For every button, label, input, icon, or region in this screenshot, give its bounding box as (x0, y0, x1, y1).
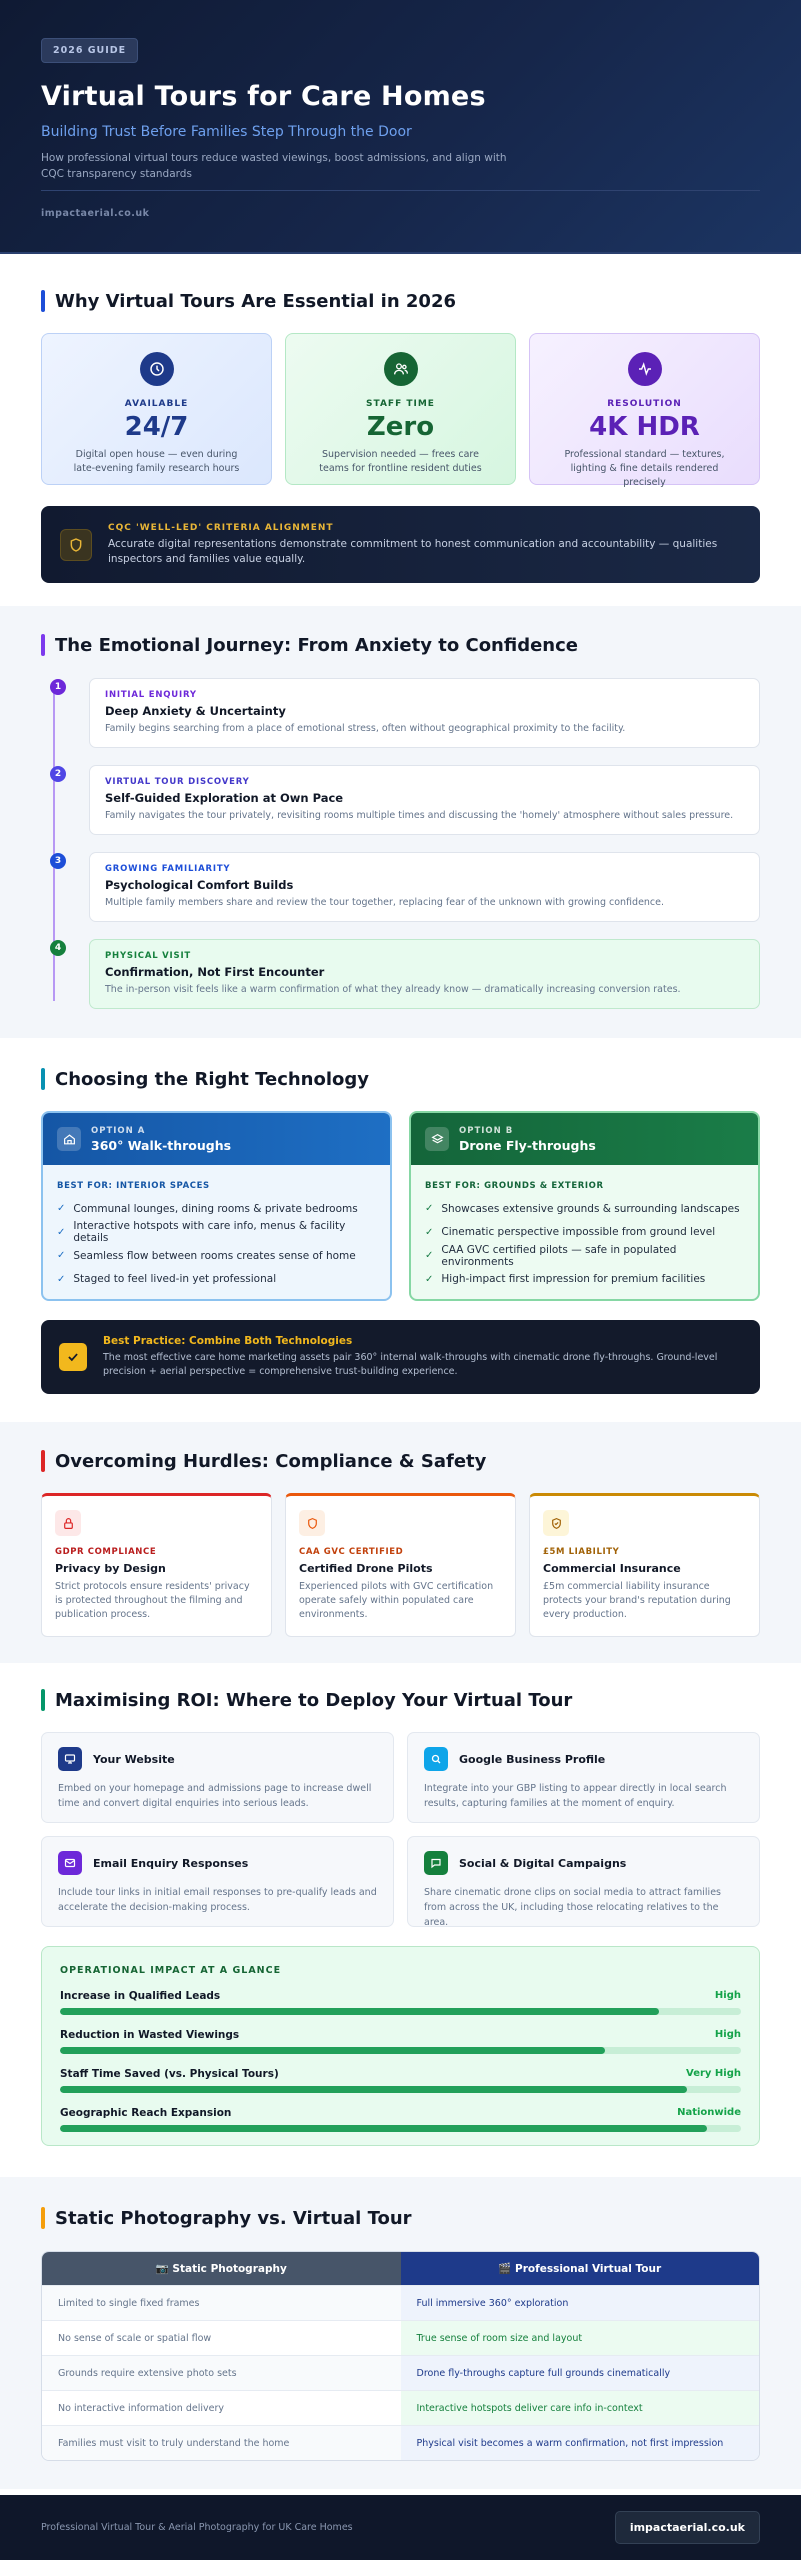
heading-accent (41, 2207, 45, 2229)
deployment-grid (41, 1732, 760, 1927)
virtual-cell: Drone fly-throughs capture full grounds cinematically (401, 2356, 760, 2390)
impact-bar-track (60, 2008, 741, 2015)
feature-list (57, 1197, 376, 1291)
users-icon (384, 352, 418, 386)
check-icon: ✓ (57, 1250, 66, 1262)
impact-row-header (60, 1990, 741, 2002)
hurdle-kicker: GDPR COMPLIANCE (55, 1547, 157, 1557)
step-kicker: GROWING FAMILIARITY (105, 864, 231, 874)
hurdle-card-insurance (529, 1493, 760, 1637)
technology-section (0, 1038, 801, 1422)
table-row (42, 2320, 759, 2355)
stat-description: Digital open house — even during late-evening family research hours (73, 449, 240, 474)
hurdle-title: Privacy by Design (55, 1562, 166, 1575)
impact-value: Very High (686, 2068, 741, 2079)
list-item (57, 1244, 376, 1268)
shield-check-icon (543, 1510, 569, 1536)
impact-row-header (60, 2029, 741, 2041)
stat-value: Zero (366, 412, 435, 442)
table-row (42, 2355, 759, 2390)
impact-bar-fill (60, 2086, 687, 2093)
table-body (42, 2285, 759, 2460)
hurdle-title: Certified Drone Pilots (299, 1562, 433, 1575)
stat-label: RESOLUTION (607, 399, 682, 409)
technology-options (41, 1111, 760, 1301)
lock-icon (55, 1510, 81, 1536)
journey-timeline (41, 678, 760, 1009)
best-practice-title: Best Practice: Combine Both Technologies (103, 1335, 353, 1347)
section-heading-text: Choosing the Right Technology (55, 1068, 370, 1090)
hurdles-section (0, 1422, 801, 1663)
list-item (425, 1268, 744, 1292)
list-item (57, 1197, 376, 1221)
guide-badge: 2026 GUIDE (41, 38, 138, 63)
heading-accent (41, 1068, 45, 1090)
check-icon: ✓ (425, 1273, 434, 1285)
list-item (425, 1221, 744, 1245)
step-kicker: PHYSICAL VISIT (105, 951, 191, 961)
table-row (42, 2390, 759, 2425)
chat-icon (424, 1851, 448, 1875)
option-best-for: BEST FOR: INTERIOR SPACES (57, 1181, 210, 1191)
list-item (425, 1244, 744, 1268)
column-header-virtual: 🎬 Professional Virtual Tour (401, 2252, 760, 2285)
list-item-text: Seamless flow between rooms creates sense of home (73, 1249, 356, 1262)
deploy-card-google (407, 1732, 760, 1823)
impact-title: OPERATIONAL IMPACT AT A GLANCE (60, 1965, 282, 1976)
best-practice-description: The most effective care home marketing assets pair 360° internal walk-throughs with cinematic drone fly-throughs. Ground-level precision + aerial perspective = comprehensive trust-building experience. (103, 1352, 718, 1377)
hurdle-card-gdpr (41, 1493, 272, 1637)
impact-label: Geographic Reach Expansion (60, 2107, 232, 2119)
stat-card-staff-time (285, 333, 516, 485)
section-heading-text: Why Virtual Tours Are Essential in 2026 (55, 290, 456, 312)
section-heading (41, 1068, 760, 1090)
option-card-walkthrough (41, 1111, 392, 1301)
hurdle-description: £5m commercial liability insurance protects your brand's reputation during every production. (543, 1581, 731, 1620)
journey-step (54, 678, 760, 748)
hurdle-cards (41, 1493, 760, 1637)
footer (0, 2495, 801, 2560)
roi-section (0, 1663, 801, 2177)
static-cell: No sense of scale or spatial flow (42, 2321, 401, 2355)
list-item-text: Staged to feel lived-in yet professional (73, 1273, 277, 1286)
step-number: 4 (50, 940, 66, 956)
impact-label: Staff Time Saved (vs. Physical Tours) (60, 2068, 279, 2080)
impact-bar-track (60, 2086, 741, 2093)
impact-bar-fill (60, 2125, 707, 2132)
deploy-card-social (407, 1836, 760, 1927)
step-description: Family begins searching from a place of emotional stress, often without geographical proximity to the facility. (105, 723, 626, 734)
journey-step (54, 939, 760, 1009)
impact-row (60, 2068, 741, 2093)
static-cell: Limited to single fixed frames (42, 2286, 401, 2320)
list-item-text: High-impact first impression for premium facilities (441, 1273, 706, 1286)
step-kicker: INITIAL ENQUIRY (105, 690, 197, 700)
stat-label: AVAILABLE (124, 399, 189, 409)
deploy-title: Social & Digital Campaigns (459, 1856, 627, 1870)
option-card-drone (409, 1111, 760, 1301)
impact-label: Reduction in Wasted Viewings (60, 2029, 240, 2041)
step-description: The in-person visit feels like a warm confirmation of what they already know — dramatically increasing conversion rates. (105, 984, 681, 995)
best-practice-callout (41, 1320, 760, 1394)
journey-step (54, 765, 760, 835)
shield-icon (299, 1510, 325, 1536)
step-number: 3 (50, 853, 66, 869)
footer-caption: Professional Virtual Tour & Aerial Photography for UK Care Homes (41, 2522, 353, 2533)
option-header (43, 1113, 390, 1165)
stat-description: Supervision needed — frees care teams for frontline resident duties (319, 449, 482, 474)
list-item-text: Interactive hotspots with care info, menus & facility details (73, 1220, 346, 1245)
section-heading-text: Static Photography vs. Virtual Tour (55, 2207, 412, 2229)
cqc-callout (41, 506, 760, 583)
hero-divider (41, 190, 760, 191)
virtual-cell: Interactive hotspots deliver care info in-context (401, 2391, 760, 2425)
stat-label: STAFF TIME (366, 399, 435, 409)
impact-value: Nationwide (677, 2107, 741, 2118)
impact-row-header (60, 2107, 741, 2119)
deploy-description: Include tour links in initial email responses to pre-qualify leads and accelerate the decision-making process. (58, 1887, 377, 1913)
hurdle-card-caa (285, 1493, 516, 1637)
pulse-icon (628, 352, 662, 386)
hero-site-link[interactable]: impactaerial.co.uk (41, 208, 150, 219)
heading-accent (41, 1450, 45, 1472)
hurdle-title: Commercial Insurance (543, 1562, 681, 1575)
section-heading (41, 634, 760, 656)
static-cell: Families must visit to truly understand the home (42, 2426, 401, 2460)
hero-banner (0, 0, 801, 254)
section-heading (41, 290, 760, 312)
virtual-cell: Full immersive 360° exploration (401, 2286, 760, 2320)
list-item-text: Cinematic perspective impossible from ground level (441, 1226, 716, 1239)
option-body (411, 1165, 758, 1291)
deploy-title: Google Business Profile (459, 1752, 606, 1766)
virtual-cell: Physical visit becomes a warm confirmation, not first impression (401, 2426, 760, 2460)
comparison-section (0, 2177, 801, 2489)
mail-icon (58, 1851, 82, 1875)
check-icon: ✓ (57, 1226, 66, 1238)
list-item-text: Communal lounges, dining rooms & private bedrooms (73, 1202, 358, 1215)
list-item (57, 1268, 376, 1292)
stats-row (41, 333, 760, 488)
step-number: 2 (50, 766, 66, 782)
impact-bar-fill (60, 2008, 659, 2015)
impact-value: High (714, 1990, 741, 2001)
section-heading-text: Maximising ROI: Where to Deploy Your Virtual Tour (55, 1689, 573, 1711)
monitor-icon (58, 1747, 82, 1771)
feature-list (425, 1197, 744, 1291)
impact-row (60, 2029, 741, 2054)
list-item-text: CAA GVC certified pilots — safe in populated environments (441, 1243, 677, 1268)
footer-site-button[interactable]: impactaerial.co.uk (615, 2511, 760, 2544)
option-label: OPTION B (459, 1125, 514, 1136)
search-icon (424, 1747, 448, 1771)
hurdle-kicker: £5M LIABILITY (543, 1547, 620, 1557)
stat-value: 24/7 (124, 412, 189, 442)
check-icon (59, 1343, 87, 1371)
stat-description: Professional standard — textures, lighting & fine details rendered precisely (564, 449, 725, 488)
table-header (42, 2252, 759, 2285)
home-icon (57, 1127, 81, 1151)
step-description: Family navigates the tour privately, revisiting rooms multiple times and discussing the 'homely' atmosphere without sales pressure. (105, 810, 734, 821)
page-title: Virtual Tours for Care Homes (41, 81, 486, 112)
table-row (42, 2285, 759, 2320)
impact-rows (60, 1990, 741, 2132)
step-description: Multiple family members share and review the tour together, replacing fear of the unknown with growing confidence. (105, 897, 665, 908)
list-item (425, 1197, 744, 1221)
virtual-cell: True sense of room size and layout (401, 2321, 760, 2355)
heading-accent (41, 290, 45, 312)
table-row (42, 2425, 759, 2460)
deploy-description: Share cinematic drone clips on social media to attract families from across the UK, including those relocating relatives to the area. (424, 1887, 721, 1928)
impact-label: Increase in Qualified Leads (60, 1990, 221, 2002)
shield-icon (60, 529, 92, 561)
deploy-card-email (41, 1836, 394, 1927)
stat-card-resolution (529, 333, 760, 488)
static-cell: Grounds require extensive photo sets (42, 2356, 401, 2390)
step-title: Self-Guided Exploration at Own Pace (105, 791, 344, 805)
option-name: Drone Fly-throughs (459, 1137, 596, 1153)
check-icon: ✓ (425, 1250, 434, 1262)
hurdle-description: Strict protocols ensure residents' privacy is protected throughout the filming and publication process. (55, 1581, 250, 1620)
deploy-card-website (41, 1732, 394, 1823)
step-title: Deep Anxiety & Uncertainty (105, 704, 286, 718)
option-body (43, 1165, 390, 1291)
hurdle-description: Experienced pilots with GVC certification operate safely within populated care environments. (299, 1581, 494, 1620)
impact-bar-fill (60, 2047, 605, 2054)
section-heading-text: The Emotional Journey: From Anxiety to Confidence (55, 634, 579, 656)
journey-step (54, 852, 760, 922)
column-header-static: 📷 Static Photography (42, 2252, 401, 2285)
impact-row (60, 1990, 741, 2015)
option-header (411, 1113, 758, 1165)
static-cell: No interactive information delivery (42, 2391, 401, 2425)
step-number: 1 (50, 679, 66, 695)
check-icon: ✓ (57, 1273, 66, 1285)
section-heading (41, 1689, 760, 1711)
cqc-title: CQC 'WELL-LED' CRITERIA ALIGNMENT (108, 522, 334, 533)
deploy-title: Your Website (93, 1752, 175, 1766)
deploy-description: Integrate into your GBP listing to appear directly in local search results, capturing families at the moment of enquiry. (424, 1783, 727, 1809)
impact-value: High (714, 2029, 741, 2040)
stat-card-available (41, 333, 272, 485)
option-name: 360° Walk-throughs (91, 1137, 232, 1153)
page-subtitle: Building Trust Before Families Step Through the Door (41, 124, 412, 140)
impact-panel (41, 1946, 760, 2146)
essential-section (0, 254, 801, 606)
deploy-description: Embed on your homepage and admissions page to increase dwell time and convert digital enquiries into serious leads. (58, 1783, 372, 1809)
journey-section (0, 606, 801, 1038)
list-item (57, 1221, 376, 1245)
option-best-for: BEST FOR: GROUNDS & EXTERIOR (425, 1181, 604, 1191)
option-label: OPTION A (91, 1125, 146, 1136)
stat-value: 4K HDR (589, 412, 700, 442)
step-kicker: VIRTUAL TOUR DISCOVERY (105, 777, 250, 787)
heading-accent (41, 634, 45, 656)
impact-row-header (60, 2068, 741, 2080)
clock-icon (140, 352, 174, 386)
step-title: Confirmation, Not First Encounter (105, 965, 325, 979)
section-heading (41, 2207, 760, 2229)
check-icon: ✓ (57, 1203, 66, 1215)
section-heading-text: Overcoming Hurdles: Compliance & Safety (55, 1450, 487, 1472)
check-icon: ✓ (425, 1203, 434, 1215)
layers-icon (425, 1127, 449, 1151)
hurdle-kicker: CAA GVC CERTIFIED (299, 1547, 404, 1557)
check-icon: ✓ (425, 1226, 434, 1238)
cqc-description: Accurate digital representations demonstrate commitment to honest communication and accountability — qualities inspectors and families value equally. (108, 537, 718, 565)
step-title: Psychological Comfort Builds (105, 878, 294, 892)
section-heading (41, 1450, 760, 1472)
list-item-text: Showcases extensive grounds & surrounding landscapes (441, 1202, 740, 1215)
hero-description: How professional virtual tours reduce wasted viewings, boost admissions, and align with CQC transparency standards (41, 152, 507, 180)
deploy-title: Email Enquiry Responses (93, 1856, 249, 1870)
impact-bar-track (60, 2047, 741, 2054)
heading-accent (41, 1689, 45, 1711)
impact-bar-track (60, 2125, 741, 2132)
comparison-table (41, 2251, 760, 2461)
impact-row (60, 2107, 741, 2132)
